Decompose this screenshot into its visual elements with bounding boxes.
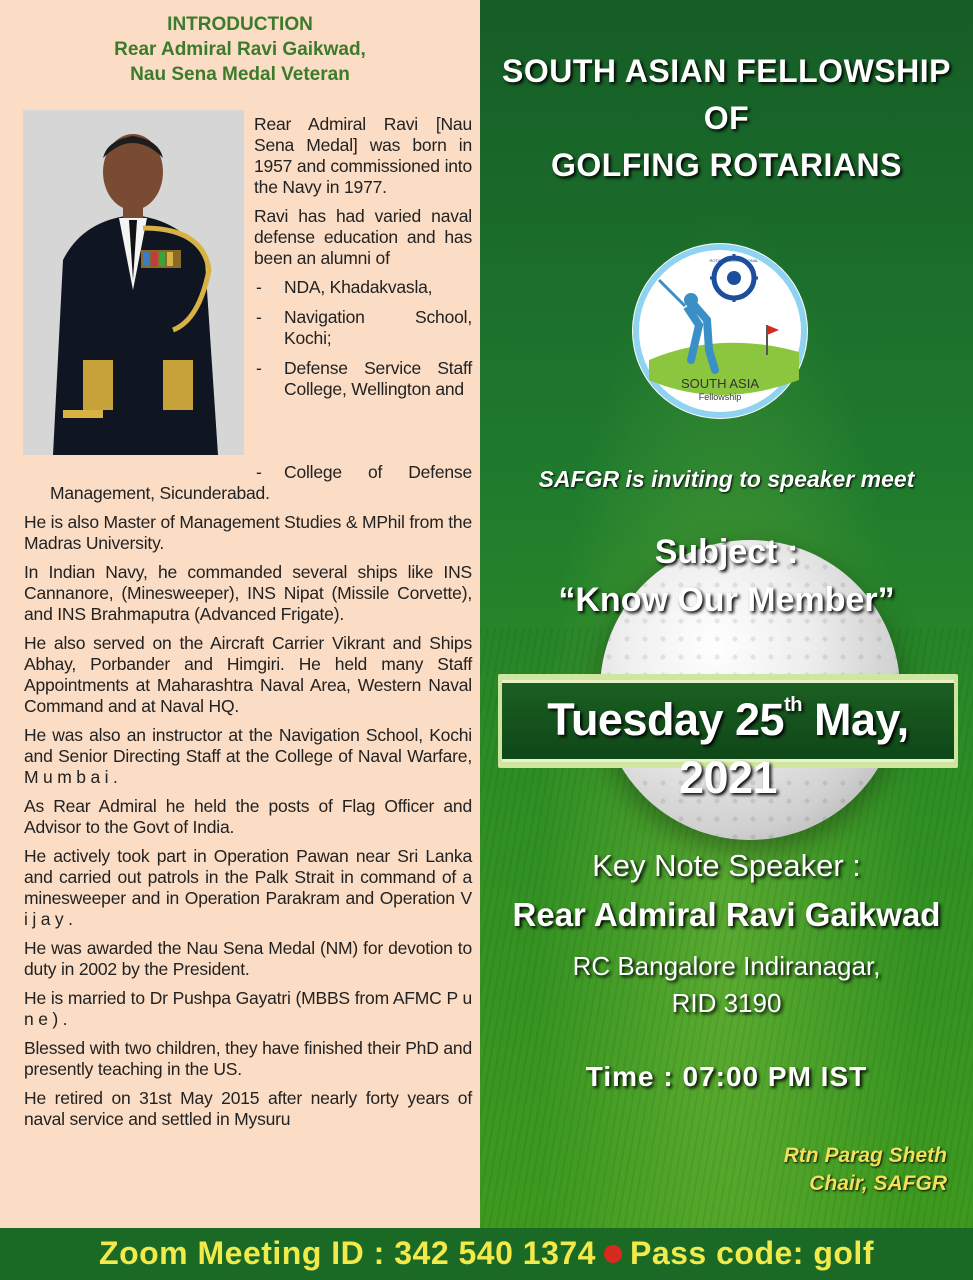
signer-name: Rtn Parag Sheth bbox=[783, 1144, 947, 1167]
event-date bbox=[502, 691, 954, 807]
biography-top bbox=[254, 114, 472, 409]
speaker-portrait-illustration bbox=[23, 110, 244, 455]
alumni-item: - College of Defense bbox=[24, 462, 472, 483]
signature-block bbox=[784, 1142, 947, 1198]
intro-name-line: Rear Admiral Ravi Gaikwad, bbox=[114, 39, 366, 60]
speaker-club bbox=[480, 948, 973, 1022]
bio-paragraph: He retired on 31st May 2015 after nearly forty years of naval service and settled in Mysuru bbox=[24, 1088, 472, 1129]
alumni-item-continued: Management, Sicunderabad. bbox=[50, 483, 270, 503]
bio-paragraph: As Rear Admiral he held the posts of Flag Officer and Advisor to the Govt of India. bbox=[24, 796, 472, 837]
club-name: RC Bangalore Indiranagar, bbox=[572, 951, 881, 981]
date-banner bbox=[498, 674, 958, 803]
date-month-year: May, 2021 bbox=[678, 694, 909, 803]
bio-paragraph: He was awarded the Nau Sena Medal (NM) for devotion to duty in 2002 by the President. bbox=[24, 938, 472, 979]
date-day: Tuesday 25 bbox=[547, 694, 785, 745]
subject-label: Subject : bbox=[654, 533, 799, 571]
bio-paragraph: He was also an instructor at the Navigation School, Kochi and Senior Directing Staff at the College of Naval Warfare, M u m b a i . bbox=[24, 725, 472, 787]
keynote-label: Key Note Speaker : bbox=[592, 848, 861, 883]
subject-title: “Know Our Member” bbox=[558, 581, 895, 619]
organization-title bbox=[480, 48, 973, 189]
safgr-logo bbox=[629, 240, 811, 422]
zoom-meeting-id: Zoom Meeting ID : 342 540 1374 bbox=[99, 1235, 596, 1271]
logo-rotary-text: ROTARY INTERNATIONAL bbox=[709, 258, 759, 263]
intro-title-line: Nau Sena Medal Veteran bbox=[130, 64, 350, 85]
alumni-list bbox=[254, 277, 472, 400]
bio-paragraph: Rear Admiral Ravi [Nau Sena Medal] was born in 1957 and commissioned into the Navy in 1977. bbox=[254, 114, 472, 197]
intro-heading-text: INTRODUCTION bbox=[167, 14, 313, 35]
org-title-line: SOUTH ASIAN FELLOWSHIP bbox=[502, 53, 951, 89]
bio-paragraph: Blessed with two children, they have finished their PhD and presently teaching in the US. bbox=[24, 1038, 472, 1079]
district-id: RID 3190 bbox=[671, 988, 782, 1018]
org-title-line: OF bbox=[703, 100, 750, 136]
alumni-item: - Navigation School, Kochi; bbox=[254, 307, 472, 349]
bio-paragraph: He actively took part in Operation Pawan near Sri Lanka and carried out patrols in the Palk Strait in command of a minesweeper and in Operation Parakram and Operation V i j a y . bbox=[24, 846, 472, 929]
bio-paragraph: He also served on the Aircraft Carrier Vikrant and Ships Abhay, Porbander and Himgiri. He held many Staff Appointments at Maharashtra Naval Area, Western Naval Command and at Naval HQ. bbox=[24, 633, 472, 716]
date-suffix: th bbox=[784, 694, 802, 716]
speaker-name: Rear Admiral Ravi Gaikwad bbox=[512, 896, 941, 933]
event-panel bbox=[480, 0, 973, 1228]
subject-block bbox=[480, 528, 973, 624]
speaker-photo bbox=[23, 110, 244, 455]
org-title-line: GOLFING ROTARIANS bbox=[551, 147, 902, 183]
logo-text: SOUTH ASIA bbox=[680, 376, 760, 391]
separator-dot-icon bbox=[604, 1245, 622, 1263]
bio-paragraph: He is married to Dr Pushpa Gayatri (MBBS from AFMC P u n e ) . bbox=[24, 988, 472, 1029]
alumni-item: - NDA, Khadakvasla, bbox=[254, 277, 472, 298]
signer-role: Chair, SAFGR bbox=[809, 1172, 947, 1195]
alumni-item: - Defense Service Staff College, Wellington and bbox=[254, 358, 472, 400]
zoom-info-bar bbox=[0, 1228, 973, 1280]
introduction-heading bbox=[0, 12, 480, 87]
zoom-passcode: Pass code: golf bbox=[629, 1235, 874, 1271]
introduction-panel bbox=[0, 0, 480, 1228]
event-time: Time : 07:00 PM IST bbox=[585, 1061, 868, 1092]
bio-paragraph: In Indian Navy, he commanded several ships like INS Cannanore, (Minesweeper), INS Nipat (Missile Corvette), and INS Brahmaputra (Advanced Frigate). bbox=[24, 562, 472, 624]
biography-bottom bbox=[24, 462, 472, 1138]
bio-paragraph: Ravi has had varied naval defense education and has been an alumni of bbox=[254, 206, 472, 268]
logo-subtext: Fellowship bbox=[698, 392, 742, 402]
invitation-text: SAFGR is inviting to speaker meet bbox=[538, 466, 915, 492]
bio-paragraph: He is also Master of Management Studies & MPhil from the Madras University. bbox=[24, 512, 472, 553]
